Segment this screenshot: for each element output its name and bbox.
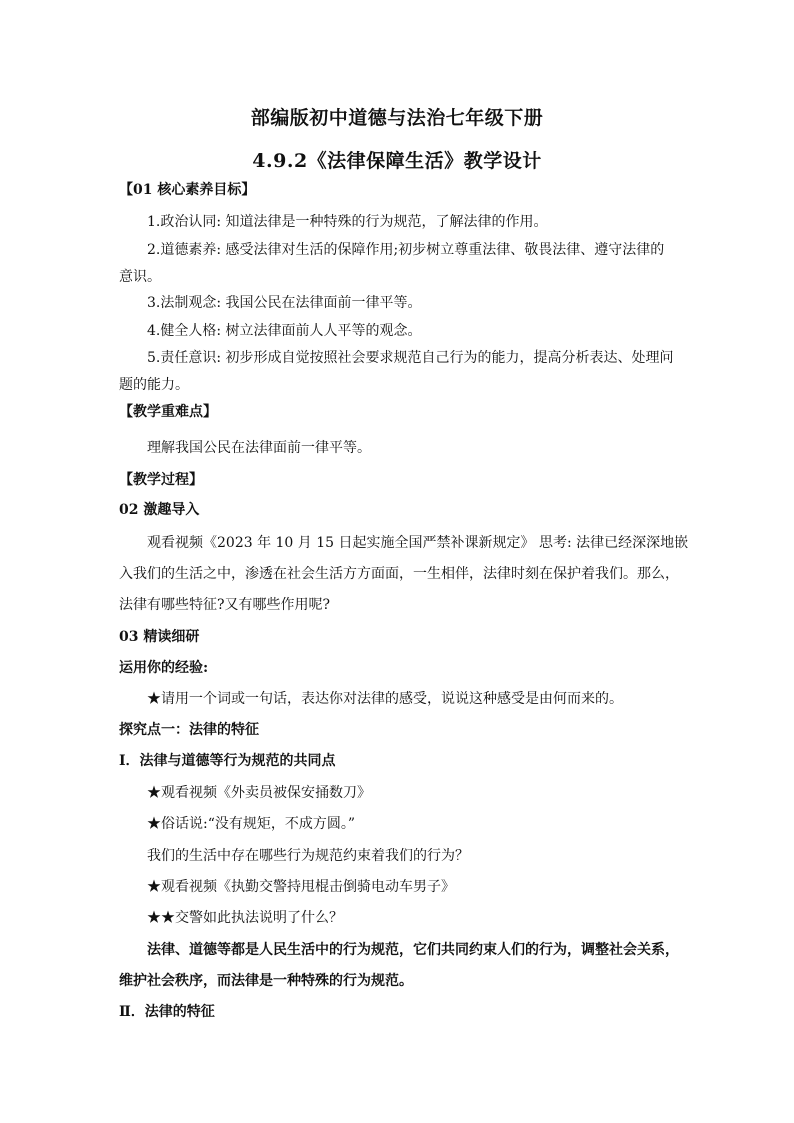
activity-line: ★俗话说:“没有规矩，不成方圆。” [147, 816, 356, 832]
step-heading-study: 03 精读细研 [119, 629, 200, 645]
intro-line: 法律有哪些特征?又有哪些作用呢? [119, 597, 331, 613]
intro-line: 入我们的生活之中，渗透在社会生活方方面面，一生相伴，法律时刻在保护着我们。那么， [119, 566, 679, 582]
goal-item: 3.法制观念: 我国公民在法律面前一律平等。 [147, 295, 422, 311]
goal-item: 2.道德素养: 感受法律对生活的保障作用;初步树立尊重法律、敬畏法律、遵守法律的 [147, 242, 665, 258]
activity-line: ★★交警如此执法说明了什么？ [147, 910, 343, 926]
activity-line: 我们的生活中存在哪些行为规范约束着我们的行为？ [147, 848, 469, 864]
doc-subtitle: 4.9.2《法律保障生活》教学设计 [252, 150, 542, 172]
explore-heading: 探究点一：法律的特征 [119, 722, 259, 738]
activity-line: ★观看视频《外卖员被保安捅数刀》 [147, 785, 371, 801]
goal-item: 1.政治认同: 知道法律是一种特殊的行为规范，了解法律的作用。 [147, 214, 548, 230]
sub-heading-features: Ⅱ．法律的特征 [119, 1004, 215, 1020]
conclusion-line: 法律、道德等都是人民生活中的行为规范，它们共同约束人们的行为，调整社会关系， [147, 942, 679, 958]
section-heading-process: 【教学过程】 [119, 472, 203, 488]
section-heading-core-goals: 【01 核心素养目标】 [119, 182, 256, 198]
goal-item: 4.健全人格: 树立法律面前人人平等的观念。 [147, 323, 422, 339]
sub-heading-common: Ⅰ．法律与道德等行为规范的共同点 [119, 753, 336, 769]
doc-title: 部编版初中道德与法治七年级下册 [250, 107, 544, 129]
conclusion-line: 维护社会秩序，而法律是一种特殊的行为规范。 [119, 973, 413, 989]
goal-item-cont: 意识。 [119, 269, 161, 285]
activity-line: ★观看视频《执勤交警持甩棍击倒骑电动车男子》 [147, 879, 455, 895]
intro-line: 观看视频《2023 年 10 月 15 日起实施全国严禁补课新规定》 思考: 法律已经深深地嵌 [147, 535, 689, 551]
experience-heading: 运用你的经验: [119, 660, 209, 676]
section-heading-key-points: 【教学重难点】 [119, 404, 217, 420]
step-heading-intro: 02 激趣导入 [119, 502, 200, 518]
goal-item: 5.责任意识: 初步形成自觉按照社会要求规范自己行为的能力，提高分析表达、处理问 [147, 350, 674, 366]
key-point-text: 理解我国公民在法律面前一律平等。 [147, 440, 371, 456]
goal-item-cont: 题的能力。 [119, 377, 189, 393]
experience-text: ★请用一个词或一句话，表达你对法律的感受，说说这种感受是由何而来的。 [147, 691, 623, 707]
